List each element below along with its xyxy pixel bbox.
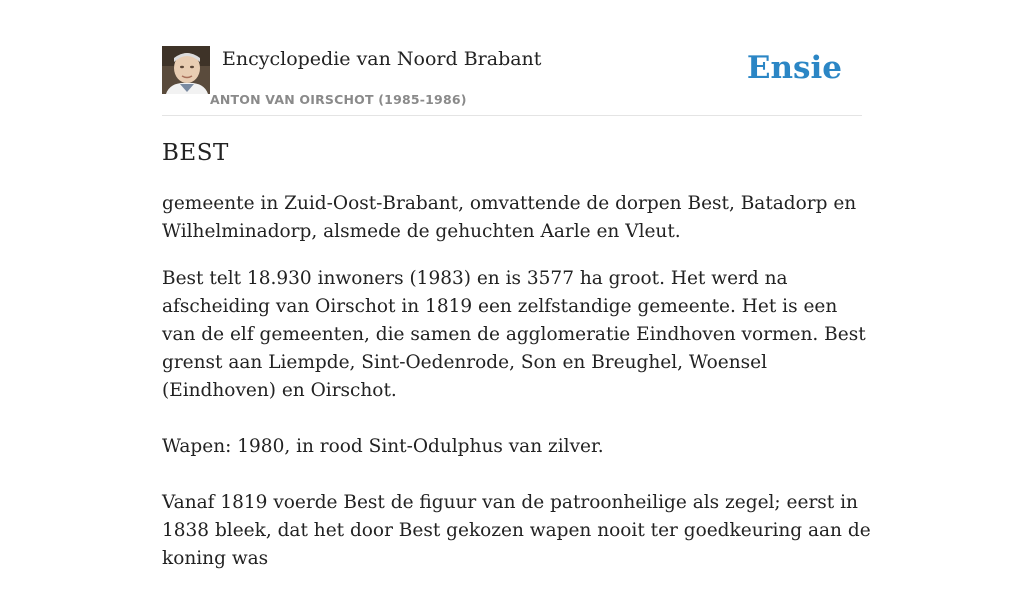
source-title[interactable]: Encyclopedie van Noord Brabant [222,48,542,70]
article-title: BEST [162,140,229,166]
article-intro: gemeente in Zuid-Oost-Brabant, omvattende de dorpen Best, Batadorp en Wilhelminadorp, alsmede de gehuchten Aarle en Vleut. [162,193,857,242]
author-name[interactable]: ANTON VAN OIRSCHOT (1985-1986) [210,92,467,107]
article-content [162,138,872,592]
article-paragraph: Vanaf 1819 voerde Best de figuur van de patroonheilige als zegel; eerst in 1838 bleek, dat het door Best gekozen wapen nooit ter goedkeuring aan de koning was [162,492,871,569]
author-portrait-icon [162,46,210,94]
brand-logo[interactable]: Ensie [746,50,842,86]
article-paragraph: Wapen: 1980, in rood Sint-Odulphus van zilver. [162,436,604,457]
author-avatar[interactable] [162,46,210,94]
article-paragraph: Best telt 18.930 inwoners (1983) en is 3577 ha groot. Het werd na afscheiding van Oirschot in 1819 een zelfstandige gemeente. Het is een van de elf gemeenten, die samen de agglomeratie Eindhoven vormen. Best grenst aan Liempde, Sint-Oedenrode, Son en Breughel, Woensel (Eindhoven) en Oirschot. [162,268,866,401]
source-header [162,46,862,116]
